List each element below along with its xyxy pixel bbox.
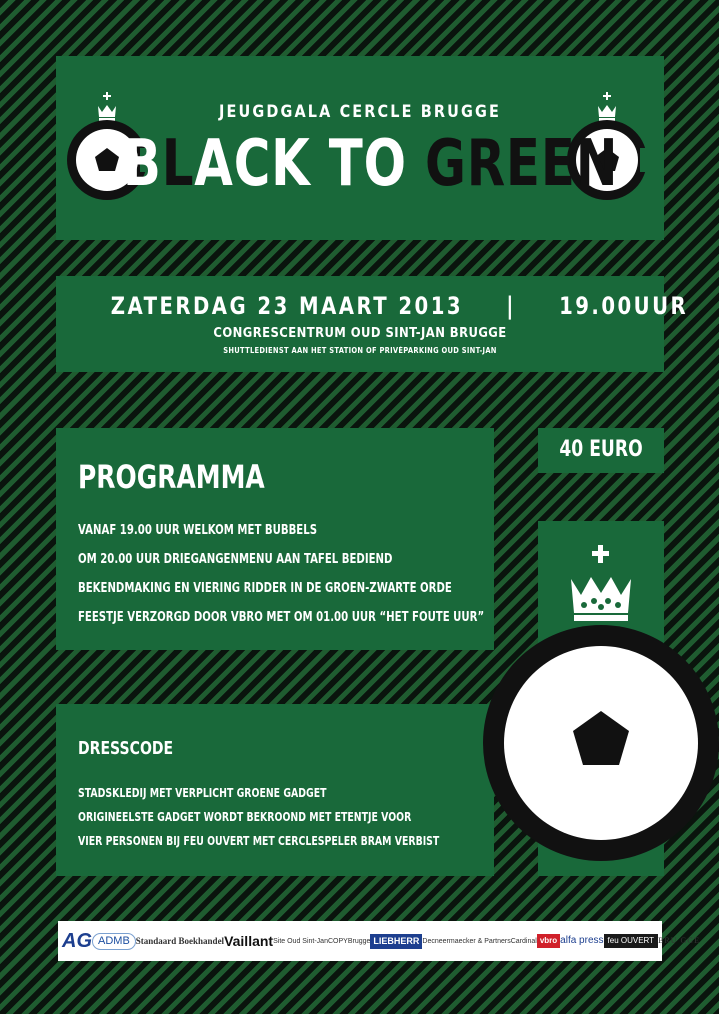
dresscode-panel — [56, 704, 494, 876]
event-subtitle: JEUGDGALA CERCLE BRUGGE — [219, 102, 501, 122]
dresscode-heading: DRESSCODE — [78, 738, 174, 759]
sponsor-ag-insurance: AG — [62, 930, 92, 952]
event-time: 19.00UUR — [559, 292, 689, 320]
sponsor-liebherr: LIEBHERR — [370, 934, 422, 949]
list-item: FEESTJE VERZORGD DOOR VBRO MET OM 01.00 UUR “HET FOUTE UUR” — [78, 610, 485, 625]
sponsor-bar — [58, 921, 700, 961]
event-title — [122, 127, 619, 201]
event-venue: CONGRESCENTRUM OUD SINT-JAN BRUGGE — [213, 325, 507, 341]
event-date: ZATERDAG 23 MAART 2013 — [110, 292, 464, 320]
price-panel — [538, 428, 664, 473]
list-item: BEKENDMAKING EN VIERING RIDDER IN DE GROEN-ZWARTE ORDE — [78, 581, 452, 596]
programma-list — [78, 516, 599, 632]
dresscode-list — [78, 781, 541, 853]
big-logo-panel — [538, 521, 664, 876]
list-item: STADSKLEDIJ MET VERPLICHT GROENE GADGET — [78, 786, 327, 800]
sponsor-script: Cardinal — [510, 937, 537, 945]
sponsor-copy-center: COPY — [327, 937, 348, 945]
sponsor-vbro: vbro — [537, 934, 560, 948]
title-part-ack-to: ACK TO — [194, 127, 425, 201]
ticket-price: 40 EURO — [559, 437, 643, 462]
sponsor-feu-ouvert: feu OUVERT — [604, 934, 659, 948]
sponsor-standaard-boekhandel: Standaard Boekhandel — [135, 935, 225, 946]
sponsor-admb: ADMB — [92, 933, 136, 950]
programma-panel — [56, 428, 494, 650]
sponsor-decneermaecker: Decneermaecker & Partners — [422, 937, 511, 945]
title-part-b: B — [122, 127, 162, 201]
shuttle-info: SHUTTLEDIENST AAN HET STATION OF PRIVÉPARKING OUD SINT-JAN — [223, 346, 497, 355]
list-item: VANAF 19.00 UUR WELKOM MET BUBBELS — [78, 523, 318, 538]
programma-heading: PROGRAMMA — [78, 458, 265, 496]
sponsor-brugse: Brugge — [347, 937, 371, 945]
sponsor-oud-sint-jan: Site Oud Sint-Jan — [273, 937, 328, 945]
title-part-green: GREEN — [424, 127, 619, 201]
date-time-line — [110, 292, 689, 320]
separator: | — [506, 292, 516, 320]
sponsor-vaillant: Vaillant — [224, 933, 274, 949]
sponsor-alfa-press: alfa press — [560, 935, 604, 946]
list-item: ORIGINEELSTE GADGET WORDT BEKROOND MET ETENTJE VOOR — [78, 810, 412, 824]
crown-icon — [571, 545, 631, 621]
date-panel — [56, 276, 689, 372]
title-part-l: L — [161, 127, 195, 201]
list-item: OM 20.00 UUR DRIEGANGENMENU AAN TAFEL BEDIEND — [78, 552, 393, 567]
cercle-big-logo-icon — [538, 521, 664, 876]
list-item: VIER PERSONEN BIJ FEU OUVERT MET CERCLESPELER BRAM VERBIST — [78, 834, 440, 848]
sponsor-brugge: BRU GGE — [658, 936, 700, 945]
header-panel — [56, 56, 664, 240]
